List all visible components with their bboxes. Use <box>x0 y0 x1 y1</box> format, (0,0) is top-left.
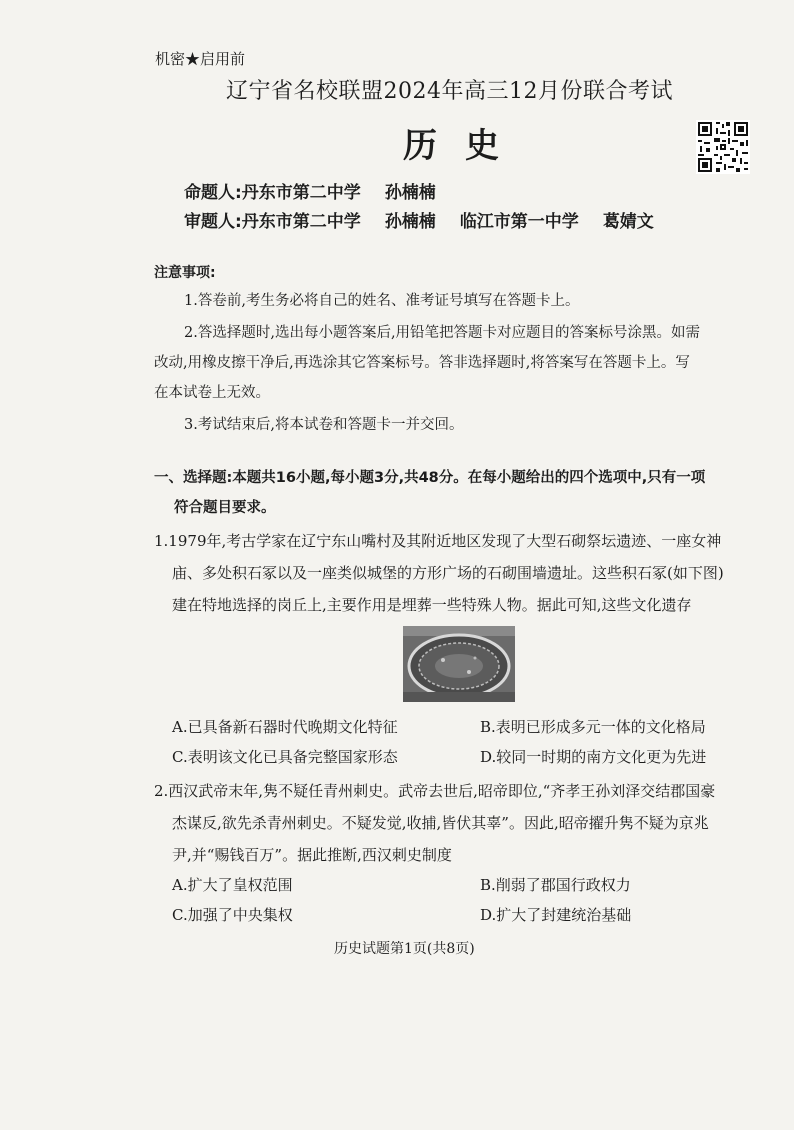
author-row-reviewer <box>184 207 678 232</box>
compiler-name: 孙楠楠 <box>384 183 436 203</box>
question-1-option-a[interactable]: A.已具备新石器时代晚期文化特征 <box>172 718 398 736</box>
reviewer-school-2: 临江市第一中学 <box>459 212 579 232</box>
reviewer-school-1: 审题人:丹东市第二中学 <box>184 212 361 232</box>
notice-line: 2.答选择题时,选出每小题答案后,用铅笔把答题卡对应题目的答案标号涂黑。如需 <box>184 325 701 341</box>
exam-title: 辽宁省名校联盟2024年高三12月份联合考试 <box>226 79 673 104</box>
question-2-option-d[interactable]: D.扩大了封建统治基础 <box>480 906 632 924</box>
question-1-option-c[interactable]: C.表明该文化已具备完整国家形态 <box>172 748 398 766</box>
reviewer-name-2: 葛婧文 <box>602 212 654 232</box>
question-1-line: 建在特地选择的岗丘上,主要作用是埋葬一些特殊人物。据此可知,这些文化遗存 <box>172 596 692 614</box>
page-footer: 历史试题第1页(共8页) <box>334 941 475 957</box>
notice-line: 1.答卷前,考生务必将自己的姓名、准考证号填写在答题卡上。 <box>184 293 580 309</box>
question-1-option-b[interactable]: B.表明已形成多元一体的文化格局 <box>480 718 706 736</box>
question-2-line: 2.西汉武帝末年,隽不疑任青州刺史。武帝去世后,昭帝即位,“齐孝王孙刘泽交结郡国豪 <box>154 782 716 800</box>
question-2-line: 杰谋反,欲先杀青州刺史。不疑发觉,收捕,皆伏其辜”。因此,昭帝擢升隽不疑为京兆 <box>172 814 709 832</box>
section-heading: 一、选择题:本题共16小题,每小题3分,共48分。在每小题给出的四个选项中,只有一项 <box>154 470 706 486</box>
qr-code-icon <box>696 120 750 174</box>
notice-line: 3.考试结束后,将本试卷和答题卡一并交回。 <box>184 417 464 433</box>
compiler-school: 命题人:丹东市第二中学 <box>184 183 361 203</box>
reviewer-name-1: 孙楠楠 <box>384 212 436 232</box>
question-2-option-b[interactable]: B.削弱了郡国行政权力 <box>480 876 631 894</box>
question-1-line: 庙、多处积石冢以及一座类似城堡的方形广场的石砌围墙遗址。这些积石冢(如下图) <box>172 564 724 582</box>
question-1-line: 1.1979年,考古学家在辽宁东山嘴村及其附近地区发现了大型石砌祭坛遗迹、一座女神 <box>154 532 722 550</box>
notice-heading: 注意事项: <box>154 265 216 281</box>
question-2-line: 尹,并“赐钱百万”。据此推断,西汉刺史制度 <box>172 846 452 864</box>
notice-line: 改动,用橡皮擦干净后,再选涂其它答案标号。答非选择题时,将答案写在答题卡上。写 <box>154 355 690 371</box>
question-2-option-c[interactable]: C.加强了中央集权 <box>172 906 293 924</box>
author-row-compiler <box>184 178 460 203</box>
notice-line: 在本试卷上无效。 <box>154 385 270 401</box>
subject-title: 历史 <box>403 126 527 166</box>
question-2-option-a[interactable]: A.扩大了皇权范围 <box>172 876 293 894</box>
burial-mound-photo <box>403 626 515 702</box>
confidential-label: 机密★启用前 <box>155 50 246 68</box>
question-1-option-d[interactable]: D.较同一时期的南方文化更为先进 <box>480 748 707 766</box>
section-heading-cont: 符合题目要求。 <box>174 500 276 516</box>
